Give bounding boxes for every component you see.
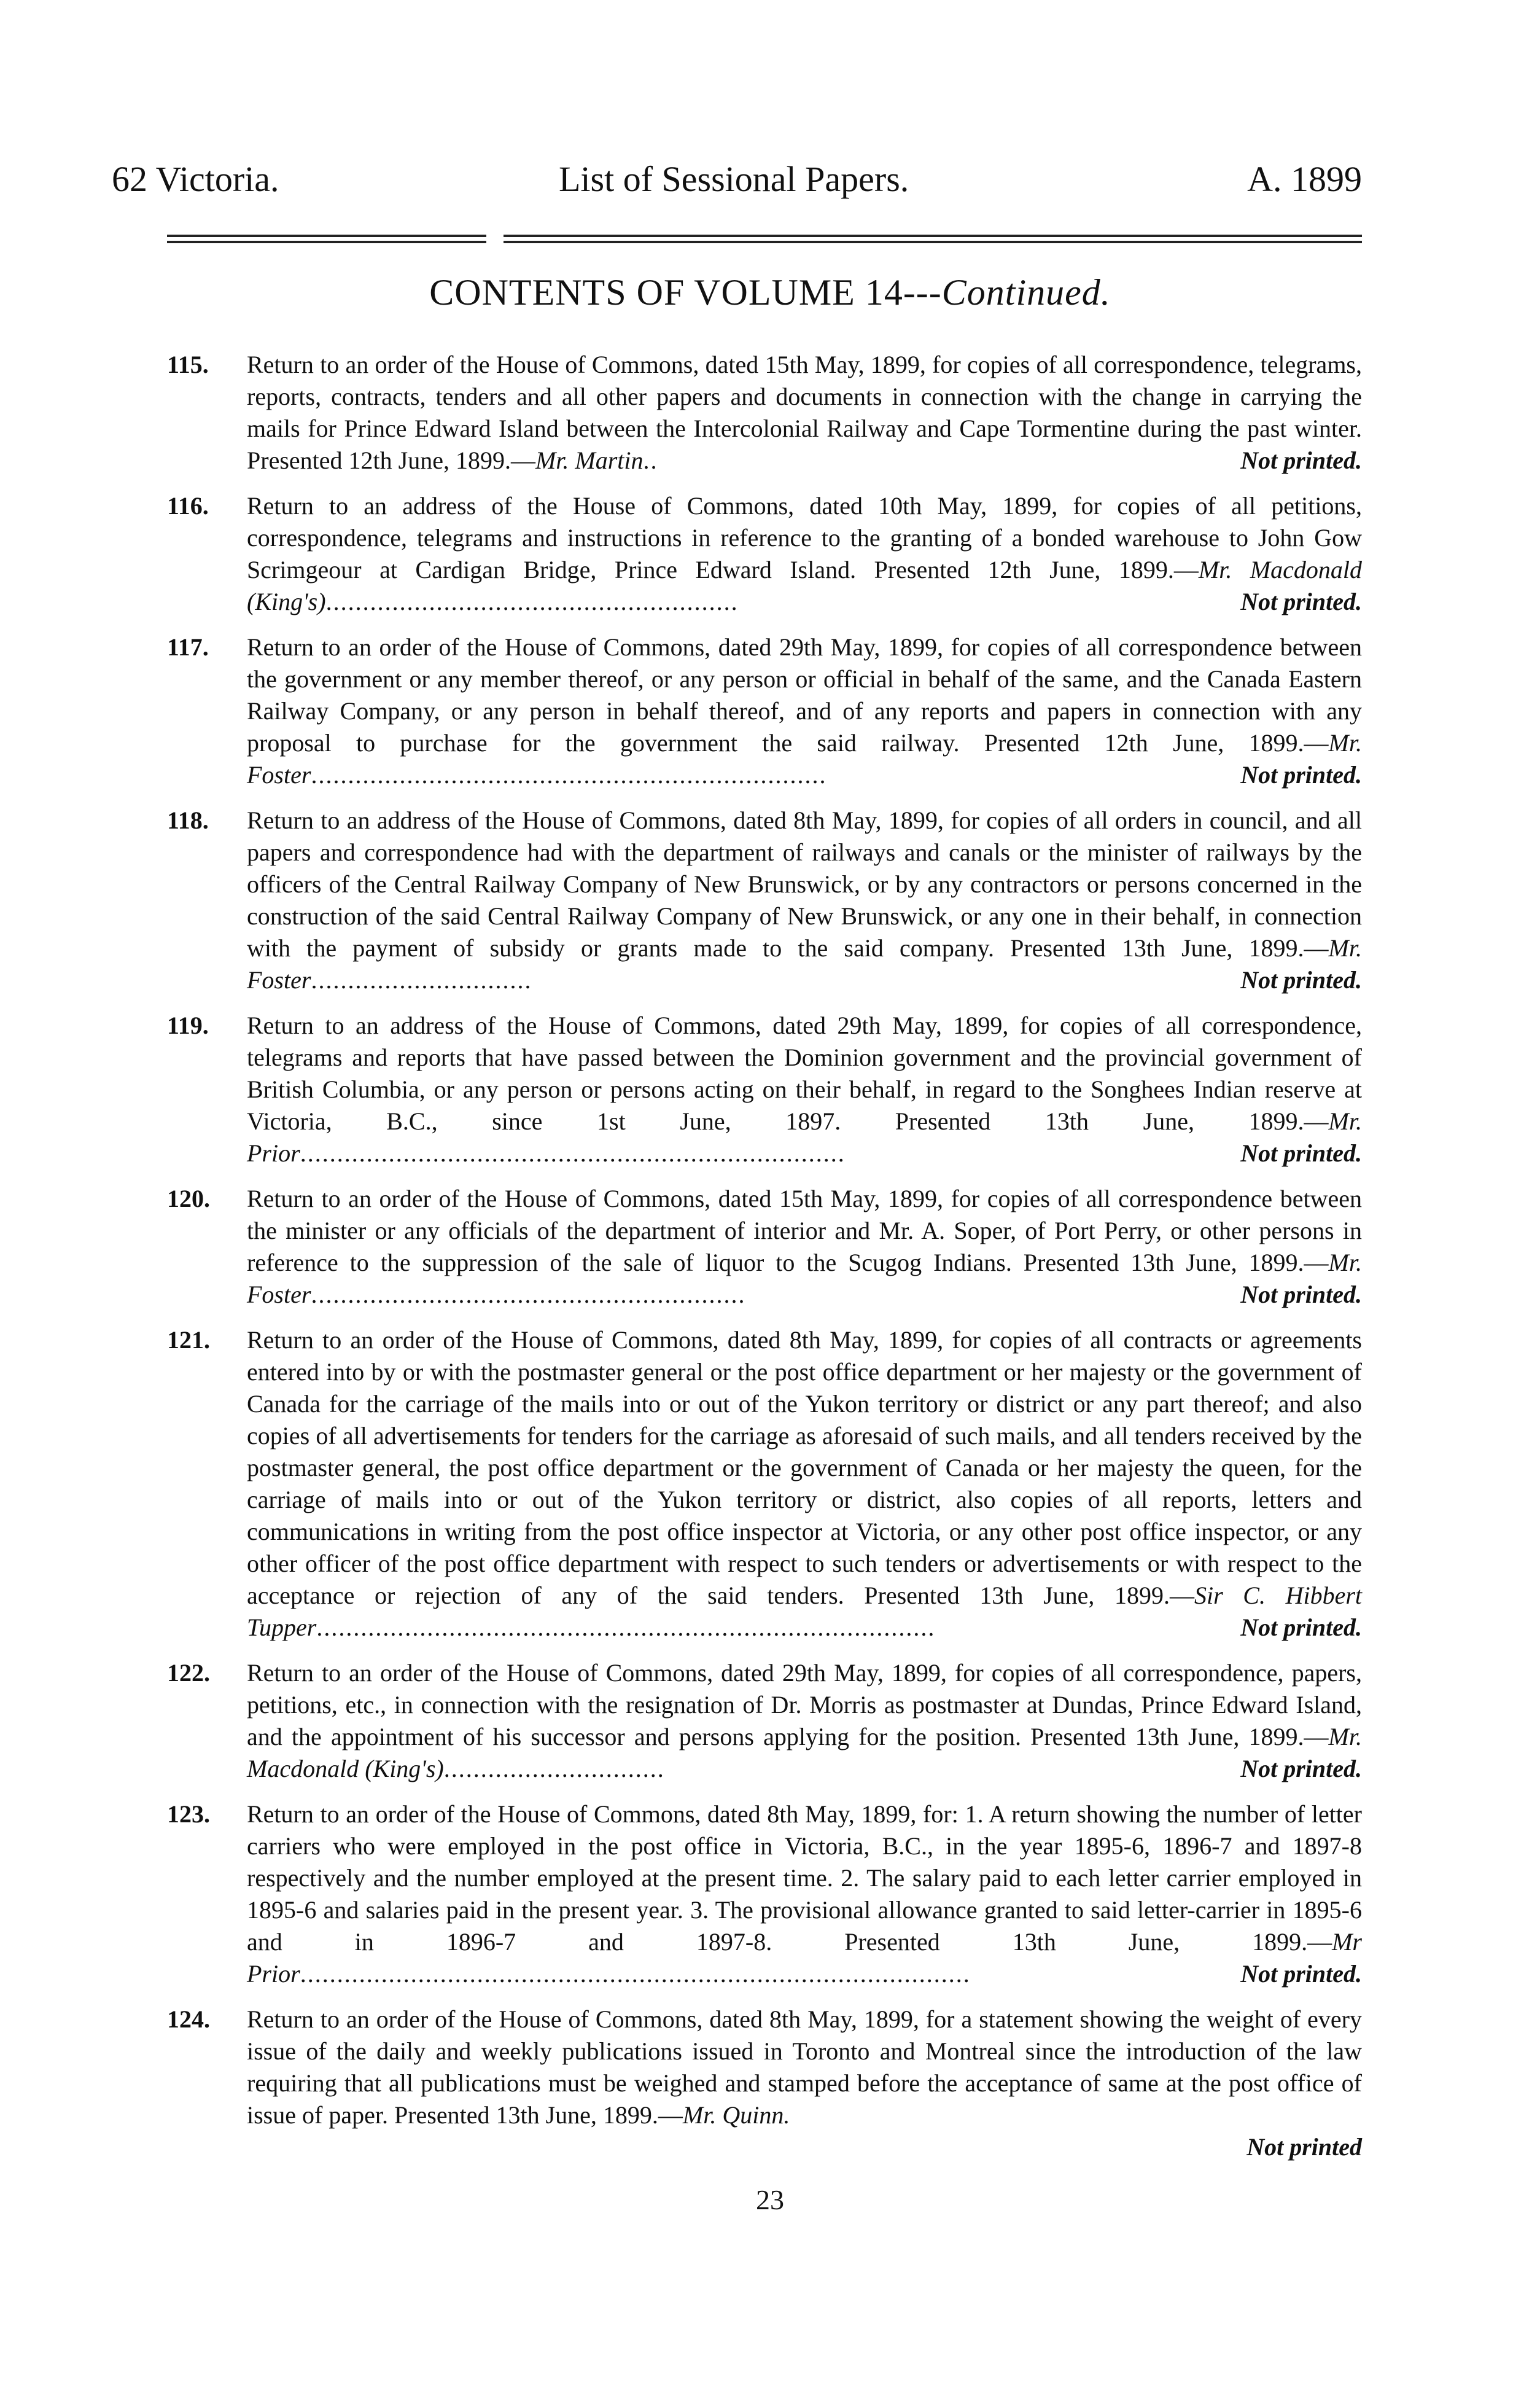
paper-description <box>247 1010 1362 1169</box>
header-title: List of Sessional Papers. <box>559 159 909 199</box>
rule-segment <box>504 235 1362 247</box>
paper-text: Return to an order of the House of Commons, dated 15th May, 1899, for copies of all correspondence, telegrams, reports, contracts, tenders and all other papers and documents in connection with the change in carrying the mails for Prince Edward Island between the Intercolonial Railway and Cape Tormentine during the past winter. Presented 12th June, 1899.— <box>247 351 1362 474</box>
paper-description <box>247 490 1362 618</box>
paper-description <box>247 631 1362 791</box>
paper-number: 117. <box>167 633 209 661</box>
paper-status: Not printed. <box>1240 447 1362 474</box>
paper-member: Mr. Macdonald (King's) <box>247 556 1362 615</box>
list-item <box>167 1183 1362 1311</box>
paper-text: Return to an order of the House of Commons, dated 29th May, 1899, for copies of all correspondence, papers, petitions, etc., in connection with the resignation of Dr. Morris as postmaster at Dundas, Prince Edward Island, and the appointment of his successor and persons applying for the position. Presented 13th June, 1899.— <box>247 1659 1362 1750</box>
paper-number: 115. <box>167 351 209 378</box>
leader-dots: ........................................................ <box>325 588 739 615</box>
leader-dots: .. <box>643 447 658 474</box>
leader-dots: .............................. <box>443 1755 665 1782</box>
paper-description <box>247 349 1362 477</box>
paper-status: Not printed. <box>1240 588 1362 615</box>
contents-title-main: CONTENTS OF VOLUME 14--- <box>429 272 942 313</box>
leader-dots: .............................. <box>311 966 532 994</box>
list-item <box>167 349 1362 477</box>
leader-dots: .......................................................................... <box>300 1139 846 1167</box>
paper-status: Not printed. <box>1240 761 1362 789</box>
leader-dots: ........................................................... <box>311 1281 746 1308</box>
paper-number: 124. <box>167 2005 210 2033</box>
paper-status: Not printed. <box>1240 1755 1362 1782</box>
paper-member: Mr. Foster <box>247 1249 1362 1308</box>
list-item <box>167 1010 1362 1169</box>
list-item <box>167 1657 1362 1785</box>
paper-description <box>247 1657 1362 1785</box>
paper-description <box>247 2004 1362 2163</box>
paper-text: Return to an order of the House of Commons, dated 8th May, 1899, for a statement showing the weight of every issue of the daily and weekly publications issued in Toronto and Montreal since the introduction of the law requiring that all publications must be weighed and stamped before the acceptance of same at the post office of issue of paper. Presented 13th June, 1899.— <box>247 2005 1362 2129</box>
list-item <box>167 490 1362 618</box>
leader-dots: ........................................................................................... <box>300 1960 971 1988</box>
paper-number: 116. <box>167 492 209 520</box>
paper-member: Mr. Quinn. <box>682 2101 790 2129</box>
paper-number: 119. <box>167 1012 209 1039</box>
header-year: A. 1899 <box>1247 159 1362 199</box>
leader-dots: ...................................................................... <box>311 761 827 789</box>
paper-member: Sir C. Hibbert Tupper <box>247 1582 1362 1641</box>
paper-member: Mr Prior <box>247 1928 1362 1988</box>
paper-status: Not printed. <box>1240 1281 1362 1308</box>
page-number: 23 <box>756 2184 784 2215</box>
paper-text: Return to an address of the House of Commons, dated 10th May, 1899, for copies of all petitions, correspondence, telegrams and instructions in reference to the granting of a bonded warehouse to John Gow Scrimgeour at Cardigan Bridge, Prince Edward Island. Presented 12th June, 1899.— <box>247 492 1362 583</box>
list-item <box>167 1798 1362 1990</box>
header-regnal-year: 62 Victoria. <box>112 159 279 199</box>
paper-number: 120. <box>167 1185 210 1212</box>
list-item <box>167 2004 1362 2163</box>
paper-text: Return to an address of the House of Commons, dated 29th May, 1899, for copies of all correspondence, telegrams and reports that have passed between the Dominion government and the provincial government of British Columbia, or any person or persons acting on their behalf, in regard to the Songhees Indian reserve at Victoria, B.C., since 1st June, 1897. Presented 13th June, 1899.— <box>247 1012 1362 1135</box>
paper-description <box>247 1183 1362 1311</box>
paper-text: Return to an order of the House of Commons, dated 29th May, 1899, for copies of all correspondence between the government or any member thereof, or any person or official in behalf of the same, and the Canada Eastern Railway Company, or any person in behalf thereof, and of any reports and papers in connection with any proposal to purchase for the government the said railway. Presented 12th June, 1899.— <box>247 633 1362 757</box>
paper-status: Not printed. <box>1240 1139 1362 1167</box>
paper-member: Mr. Foster <box>247 729 1362 789</box>
rule-segment <box>167 235 486 247</box>
leader-dots: .................................................................................... <box>316 1613 936 1641</box>
sessional-paper-list <box>167 349 1362 2177</box>
running-header <box>112 158 1362 208</box>
paper-status: Not printed. <box>1240 1960 1362 1988</box>
list-item <box>167 1324 1362 1644</box>
paper-member: Mr. Foster <box>247 934 1362 994</box>
paper-description <box>247 1324 1362 1644</box>
header-rule <box>167 235 1362 247</box>
paper-text: Return to an address of the House of Commons, dated 8th May, 1899, for copies of all orders in council, and all papers and correspondence had with the department of railways and canals or the minister of railways by the officers of the Central Railway Company of New Brunswick, or by any contractors or persons concerned in the construction of the said Central Railway Company of New Brunswick, or any one in their behalf, in connection with the payment of subsidy or grants made to the said company. Presented 13th June, 1899.— <box>247 806 1362 962</box>
paper-status: Not printed <box>1246 2133 1362 2161</box>
paper-number: 122. <box>167 1659 210 1687</box>
paper-description <box>247 805 1362 996</box>
list-item <box>167 631 1362 791</box>
paper-description <box>247 1798 1362 1990</box>
paper-text: Return to an order of the House of Commons, dated 8th May, 1899, for: 1. A return showing the number of letter carriers who were employed in the post office in Victoria, B.C., in the year 1895-6, 1896-7 and 1897-8 respectively and the number employed at the present time. 2. The salary paid to each letter carrier employed in 1895-6 and salaries paid in the present year. 3. The provisional allowance granted to said letter-carrier in 1895-6 and in 1896-7 and 1897-8. Presented 13th June, 1899.— <box>247 1800 1362 1956</box>
contents-title <box>0 271 1540 314</box>
paper-number: 121. <box>167 1326 210 1354</box>
paper-status: Not printed. <box>1240 966 1362 994</box>
paper-member: Mr. Martin <box>535 447 644 474</box>
paper-member: Mr. Macdonald (King's) <box>247 1723 1362 1782</box>
contents-title-continued: Continued. <box>941 272 1111 313</box>
paper-status: Not printed. <box>1240 1613 1362 1641</box>
list-item <box>167 805 1362 996</box>
paper-number: 118. <box>167 806 209 834</box>
paper-member: Mr. Prior <box>247 1107 1362 1167</box>
paper-text: Return to an order of the House of Commons, dated 15th May, 1899, for copies of all correspondence between the minister or any officials of the department of interior and Mr. A. Soper, of Port Perry, or other persons in reference to the suppression of the sale of liquor to the Scugog Indians. Presented 13th June, 1899.— <box>247 1185 1362 1276</box>
paper-text: Return to an order of the House of Commons, dated 8th May, 1899, for copies of all contracts or agreements entered into by or with the postmaster general or the post office department or her majesty or the government of Canada for the carriage of the mails into or out of the Yukon territory or district or any part thereof; and also copies of all advertisements for tenders for the carriage as aforesaid of such mails, and all tenders received by the postmaster general, the post office department or the government of Canada or her majesty the queen, for the carriage of mails into or out of the Yukon territory or district, also copies of all reports, letters and communications in writing from the post office inspector at Victoria, or any other post office inspector, or any other officer of the post office department with respect to such tenders or advertisements or with respect to the acceptance or rejection of any of the said tenders. Presented 13th June, 1899.— <box>247 1326 1362 1609</box>
paper-number: 123. <box>167 1800 210 1828</box>
